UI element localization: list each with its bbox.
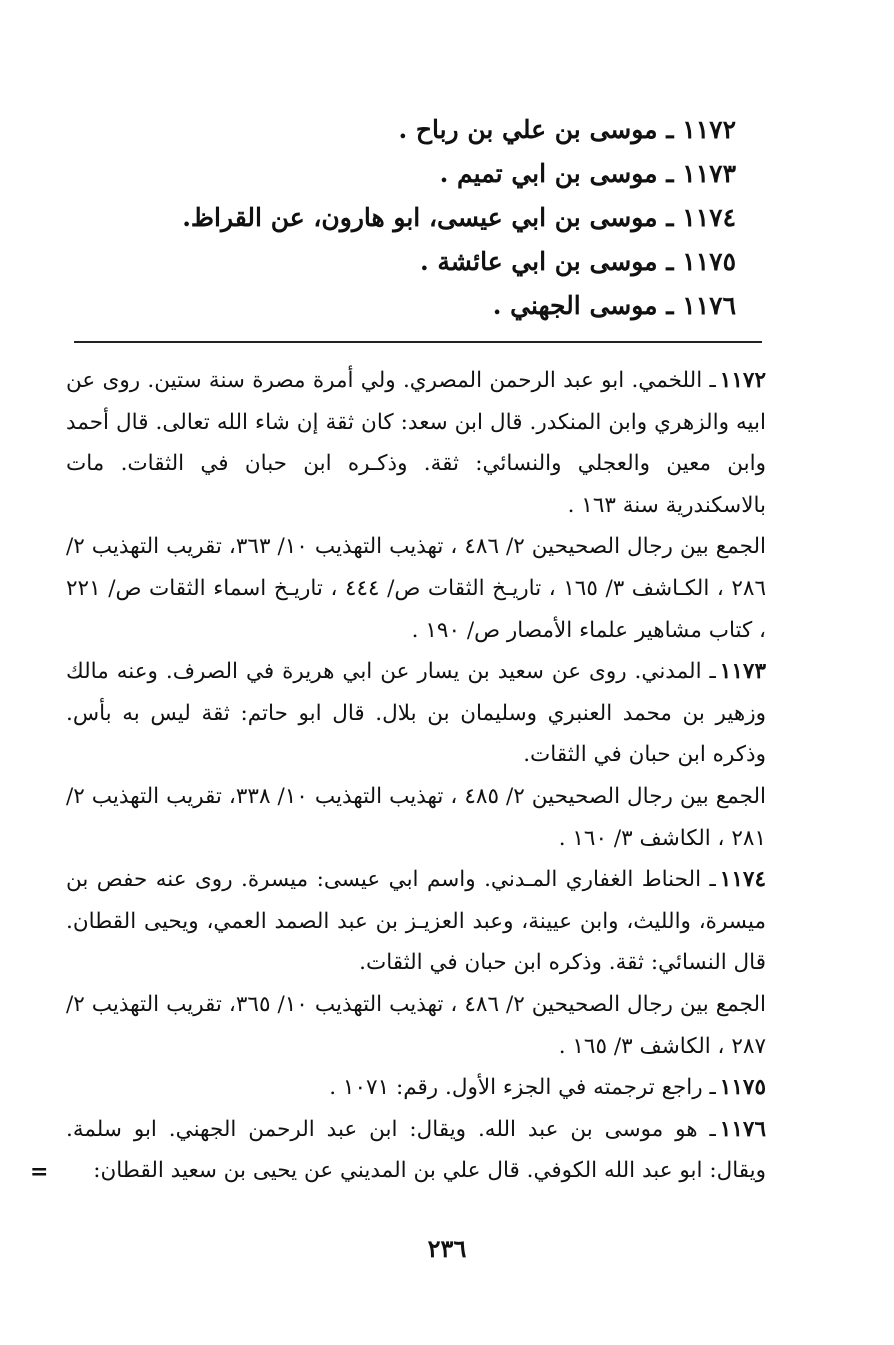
footnote-separator — [74, 341, 762, 343]
footnote-number: ١١٧٣ — [719, 659, 766, 685]
footnote-number: ١١٧٦ — [719, 1116, 766, 1142]
footnotes — [66, 360, 766, 1192]
footnote-1173 — [66, 651, 766, 859]
continuation-mark: = — [30, 1159, 49, 1185]
footnote-text: ـ المدني. روى عن سعيد بن يسار عن ابي هريرة في الصرف. وعنه مالك وزهير بن محمد العنبري وسليمان بن بلال. قال ابو حاتم: ثقة ليس به بأس. وذكره ابن حبان في الثقات. — [66, 659, 766, 768]
entry-1174: ١١٧٤ ـ موسى بن ابي عيسى، ابو هارون، عن القراظ. — [182, 203, 736, 232]
entry-1172: ١١٧٢ ـ موسى بن علي بن رباح . — [398, 115, 736, 144]
entry-1176: ١١٧٦ ـ موسى الجهني . — [492, 291, 736, 320]
footnote-number: ١١٧٢ — [719, 368, 766, 393]
entry-1175: ١١٧٥ ـ موسى بن ابي عائشة . — [420, 247, 736, 276]
footnote-1176 — [66, 1109, 766, 1192]
footnote-text: ـ راجع ترجمته في الجزء الأول. رقم: ١٠٧١ . — [329, 1075, 716, 1101]
footnote-sources: الجمع بين رجال الصحيحين ٢/ ٤٨٦ ، تهذيب التهذيب ١٠/ ٣٦٥، تقريب التهذيب ٢/ ٢٨٧ ، الكاشف ٣/ ١٦٥ . — [66, 991, 766, 1059]
entry-list — [176, 108, 736, 328]
footnote-number: ١١٧٥ — [719, 1075, 766, 1101]
footnote-sources: الجمع بين رجال الصحيحين ٢/ ٤٨٥ ، تهذيب التهذيب ١٠/ ٣٣٨، تقريب التهذيب ٢/ ٢٨١ ، الكاشف ٣/ ١٦٠ . — [66, 783, 766, 851]
footnote-sources: الجمع بين رجال الصحيحين ٢/ ٤٨٦ ، تهذيب التهذيب ١٠/ ٣٦٣، تقريب التهذيب ٢/ ٢٨٦ ، الكـاشف ٣/ ١٦٥ ، تاريـخ الثقات ص/ ٤٤٤ ، تاريـخ اسماء الثقات ص/ ٢٢١ ، كتاب مشاهير علماء الأمصار ص/ ١٩٠ . — [66, 534, 767, 643]
entry-1173: ١١٧٣ ـ موسى بن ابي تميم . — [439, 159, 736, 188]
footnote-text: ـ هو موسى بن عبد الله. ويقال: ابن عبد الرحمن الجهني. ابو سلمة. ويقال: ابو عبد الله الكوفي. قال علي بن المديني عن يحيى بن سعيد القطان: — [66, 1116, 766, 1184]
page-number: ٢٣٦ — [427, 1234, 467, 1263]
footnote-1174 — [66, 859, 766, 1067]
footnote-1172 — [66, 360, 766, 651]
footnote-number: ١١٧٤ — [719, 867, 766, 893]
footnote-text: ـ اللخمي. ابو عبد الرحمن المصري. ولي أمرة مصرة سنة ستين. روى عن ابيه والزهري وابن المنكدر. قال ابن سعد: كان ثقة إن شاء الله تعالى. قال أحمد وابن معين والعجلي والنسائي: ثقة. وذكـره ابن حبان في الثقات. مات بالاسكندرية سنة ١٦٣ . — [66, 368, 766, 518]
footnote-1175 — [66, 1067, 766, 1109]
footnote-text: ـ الحناط الغفاري المـدني. واسم ابي عيسى: ميسرة. روى عنه حفص بن ميسرة، والليث، وابن عيينة، وعبد العزيـز بن عبد الصمد العمي، ويحيى القطان. قال النسائي: ثقة. وذكره ابن حبان في الثقات. — [66, 867, 766, 976]
